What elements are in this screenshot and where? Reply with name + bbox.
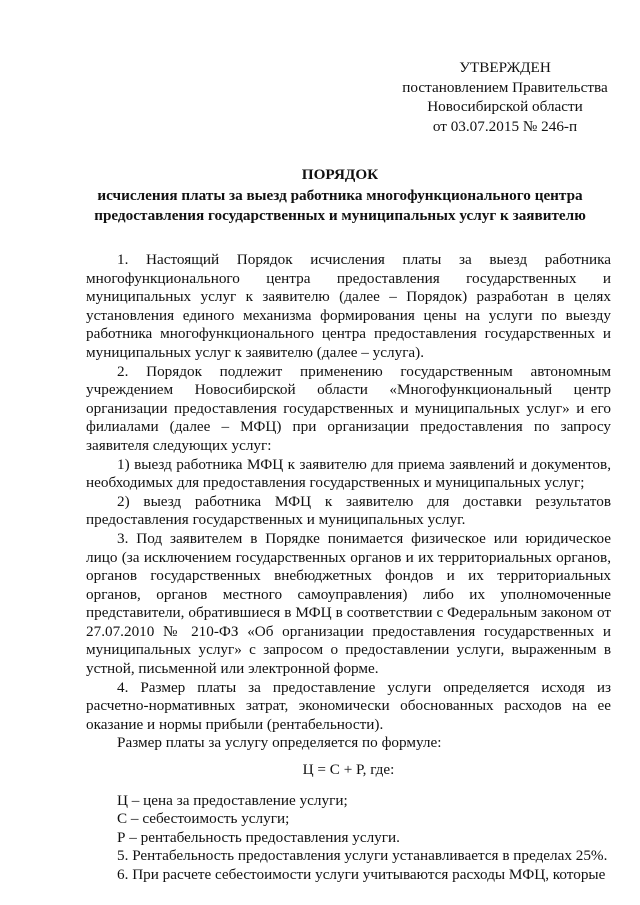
paragraph-2: 2. Порядок подлежит применению государственным автономным учреждением Новосибирской области «Многофункциональный центр организации предоставления государственных и муниципальных услуг» и его филиалами (далее – МФЦ) при организации предоставления по запросу заявителя следующих услуг: xyxy=(86,362,611,454)
paragraph-2-item-1: 1) выезд работника МФЦ к заявителю для приема заявлений и документов, необходимых для предоставления государственных и муниципальных услуг; xyxy=(86,455,611,492)
document-subtitle-line-1: исчисления платы за выезд работника многофункционального центра xyxy=(97,187,583,205)
definition-profitability: Р – рентабельность предоставления услуги. xyxy=(117,828,400,846)
document-title: ПОРЯДОК xyxy=(301,166,379,183)
approval-line-approved: УТВЕРЖДЕН xyxy=(459,59,551,76)
approval-line-region: Новосибирской области xyxy=(427,98,583,116)
paragraph-6: 6. При расчете себестоимости услуги учитываются расходы МФЦ, которые xyxy=(117,866,606,883)
price-formula: Ц = С + Р, где: xyxy=(302,761,395,779)
paragraph-2-item-2: 2) выезд работника МФЦ к заявителю для доставки результатов предоставления государственных и муниципальных услуг. xyxy=(86,492,611,529)
document-body xyxy=(86,251,611,885)
paragraph-1: 1. Настоящий Порядок исчисления платы за выезд работника многофункционального центра предоставления государственных и муниципальных услуг к заявителю (далее – Порядок) разработан в целях установления единого механизма формирования цены на услуги по выезду работника многофункционального центра предоставления государственных и муниципальных услуг к заявителю (далее – услуга). xyxy=(86,251,611,361)
paragraph-3: 3. Под заявителем в Порядке понимается физическое или юридическое лицо (за исключением государственных органов и их территориальных органов, органов государственных внебюджетных фондов и их территориальных органов, органов местного самоуправления) либо их уполномоченные представители, обратившиеся в МФЦ в соответствии с Федеральным законом от 27.07.2010 № 210-ФЗ «Об организации предоставления государственных и муниципальных услуг» с запросом о предоставлении услуги, выраженным в устной, письменной или электронной форме. xyxy=(86,529,611,678)
approval-block xyxy=(380,58,630,136)
definition-cost: С – себестоимость услуги; xyxy=(117,810,290,828)
definition-price: Ц – цена за предоставление услуги; xyxy=(117,791,348,809)
paragraph-4: 4. Размер платы за предоставление услуги определяется исходя из расчетно-нормативных затрат, экономически обоснованных расходов на ее оказание и нормы прибыли (рентабельности). xyxy=(86,678,611,733)
document-heading xyxy=(60,165,620,225)
approval-line-resolution: постановлением Правительства xyxy=(402,78,608,96)
paragraph-5: 5. Рентабельность предоставления услуги устанавливается в пределах 25%. xyxy=(117,847,608,865)
approval-line-date-number: от 03.07.2015 № 246-п xyxy=(432,117,578,135)
formula-intro: Размер платы за услугу определяется по формуле: xyxy=(117,734,442,752)
document-subtitle-line-2: предоставления государственных и муниципальных услуг к заявителю xyxy=(94,206,586,224)
